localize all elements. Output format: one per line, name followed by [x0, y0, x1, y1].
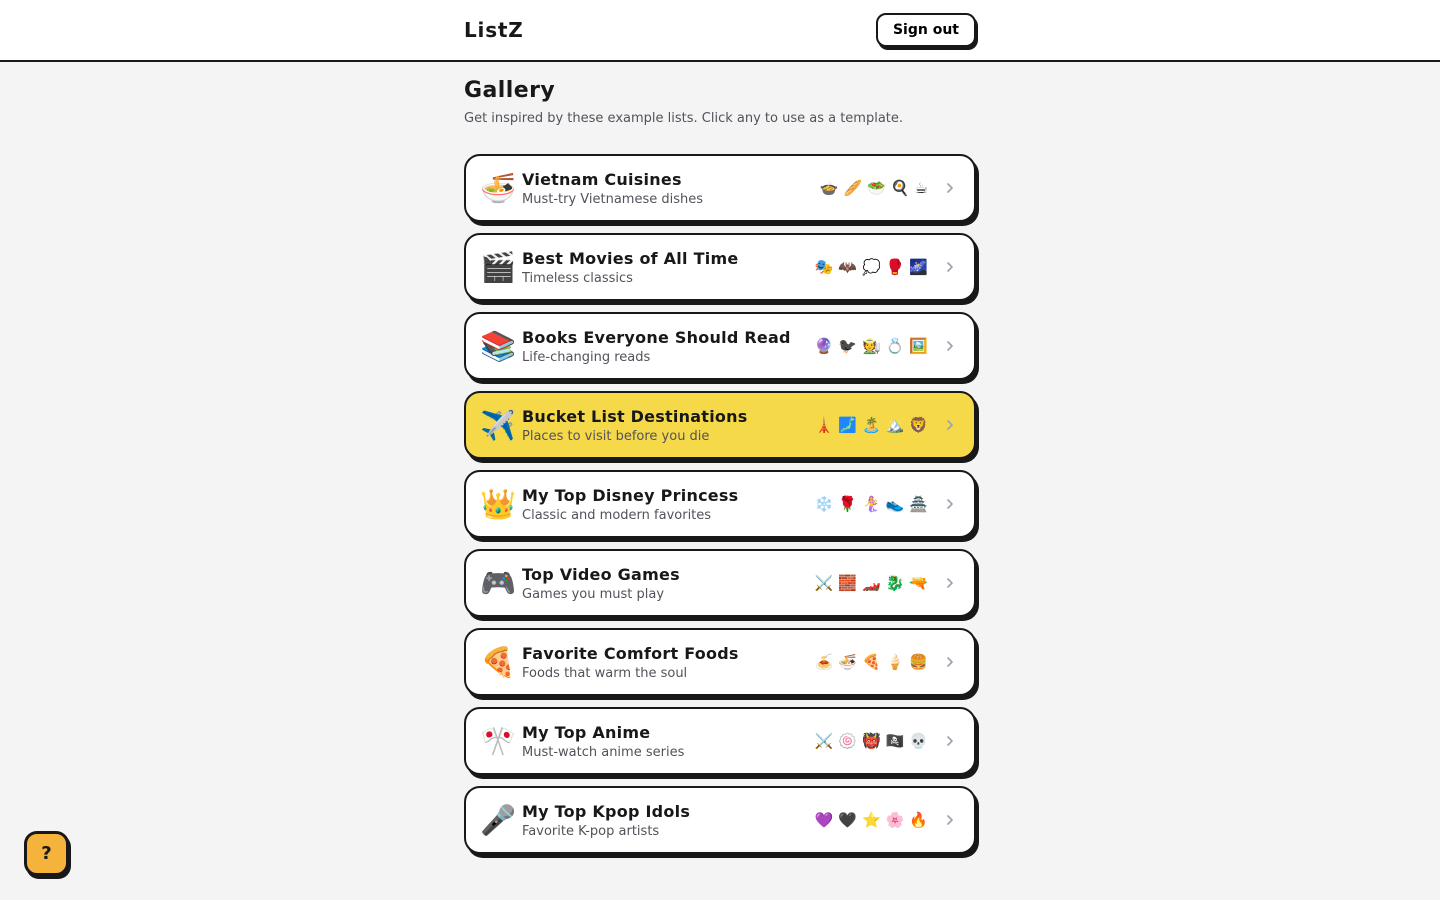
mini-emoji: 🖤 [838, 810, 857, 829]
card-emoji-preview [814, 415, 928, 434]
mini-emoji: 🏝️ [861, 415, 881, 434]
card-subtitle: Foods that warm the soul [522, 665, 688, 681]
chevron-right-icon [942, 259, 958, 275]
card-title: Vietnam Cuisines [522, 169, 682, 189]
mini-emoji: 🐉 [885, 573, 905, 592]
mini-emoji: 🍜 [838, 652, 857, 671]
card-text [522, 565, 680, 602]
mini-emoji: 💜 [814, 810, 834, 829]
help-button[interactable]: ? [24, 831, 69, 876]
card-right [815, 338, 958, 354]
card-list [464, 154, 976, 854]
card-text [522, 407, 748, 444]
mini-emoji: 💭 [861, 257, 881, 276]
sign-out-button[interactable]: Sign out [876, 13, 976, 47]
chevron-right-icon [942, 733, 958, 749]
mini-emoji: 🥖 [843, 178, 863, 197]
mini-emoji: 🏴‍☠️ [885, 731, 905, 750]
chevron-right-icon [942, 654, 958, 670]
mini-emoji: ⚔️ [814, 573, 834, 592]
mini-emoji: 🔫 [909, 573, 928, 592]
mini-emoji: 🍔 [909, 652, 928, 671]
card-right [815, 259, 958, 275]
card-text [522, 249, 738, 286]
mini-emoji: 🎭 [814, 257, 834, 276]
gallery-page [464, 62, 976, 854]
header-inner [464, 13, 976, 47]
card-subtitle: Classic and modern favorites [522, 507, 712, 523]
card-right [815, 496, 958, 512]
app-title: ListZ [464, 18, 524, 42]
chevron-right-icon [942, 812, 958, 828]
card-emoji-preview [819, 178, 928, 197]
card-emoji-preview [814, 573, 928, 592]
card-right [815, 812, 958, 828]
card-emoji-preview [814, 652, 928, 671]
mini-emoji: 🗾 [838, 415, 857, 434]
card-title: Books Everyone Should Read [522, 327, 791, 347]
card-subtitle: Must-try Vietnamese dishes [522, 191, 704, 207]
mini-emoji: 🖼️ [909, 336, 928, 355]
card-right [815, 417, 958, 433]
mini-emoji: 🧱 [838, 573, 857, 592]
card-title: My Top Disney Princess [522, 485, 739, 505]
card-title: Favorite Comfort Foods [522, 643, 739, 663]
card-subtitle: Life-changing reads [522, 349, 651, 365]
card-subtitle: Must-watch anime series [522, 744, 685, 760]
list-card[interactable] [464, 549, 976, 617]
mini-emoji: 🍕 [861, 652, 881, 671]
mini-emoji: 🏔️ [885, 415, 905, 434]
mini-emoji: ⚔️ [814, 731, 834, 750]
card-text [522, 328, 791, 365]
card-title: My Top Anime [522, 722, 651, 742]
list-card[interactable] [464, 707, 976, 775]
card-title: Bucket List Destinations [522, 406, 748, 426]
mini-emoji: 👹 [861, 731, 881, 750]
mini-emoji: 🌌 [909, 257, 928, 276]
list-card[interactable] [464, 391, 976, 459]
card-title: Top Video Games [522, 564, 680, 584]
list-card[interactable] [464, 233, 976, 301]
chevron-right-icon [942, 180, 958, 196]
mini-emoji: ❄️ [814, 494, 834, 513]
card-emoji-icon: 📚 [480, 328, 517, 363]
chevron-right-icon [942, 338, 958, 354]
card-subtitle: Favorite K-pop artists [522, 823, 660, 839]
card-emoji-icon: 🎮 [480, 565, 517, 600]
card-emoji-icon: 👑 [480, 486, 517, 521]
mini-emoji: 🔥 [909, 810, 928, 829]
mini-emoji: 👟 [885, 494, 905, 513]
card-text [522, 802, 690, 839]
card-emoji-preview [814, 257, 928, 276]
mini-emoji: 🦇 [838, 257, 857, 276]
card-emoji-icon: 🎤 [480, 802, 517, 837]
mini-emoji: 🏯 [909, 494, 928, 513]
card-right [815, 733, 958, 749]
card-emoji-icon: 🍜 [480, 170, 517, 205]
mini-emoji: 🍳 [890, 178, 910, 197]
app-header [0, 0, 1440, 62]
mini-emoji: 🥊 [885, 257, 905, 276]
card-emoji-preview [814, 336, 928, 355]
mini-emoji: 🗼 [814, 415, 834, 434]
list-card[interactable] [464, 154, 976, 222]
chevron-right-icon [942, 417, 958, 433]
page-title: Gallery [464, 78, 556, 103]
mini-emoji: 🌹 [838, 494, 857, 513]
card-right [820, 180, 958, 196]
mini-emoji: 🍝 [814, 652, 834, 671]
card-subtitle: Timeless classics [522, 270, 633, 286]
mini-emoji: 🍥 [838, 731, 857, 750]
list-card[interactable] [464, 786, 976, 854]
chevron-right-icon [942, 575, 958, 591]
card-subtitle: Places to visit before you die [522, 428, 710, 444]
card-text [522, 170, 703, 207]
mini-emoji: 🔮 [814, 336, 834, 355]
mini-emoji: ⭐ [861, 810, 881, 829]
list-card[interactable] [464, 312, 976, 380]
card-title: Best Movies of All Time [522, 248, 739, 268]
card-emoji-icon: ✈️ [480, 407, 517, 442]
card-text [522, 644, 739, 681]
list-card[interactable] [464, 470, 976, 538]
card-subtitle: Games you must play [522, 586, 665, 602]
mini-emoji: 💍 [885, 336, 905, 355]
mini-emoji: 🍦 [885, 652, 905, 671]
mini-emoji: 🍲 [819, 178, 839, 197]
card-emoji-preview [814, 494, 928, 513]
card-right [815, 654, 958, 670]
card-emoji-icon: 🎬 [480, 249, 517, 284]
card-text [522, 486, 738, 523]
mini-emoji: 🌸 [885, 810, 905, 829]
list-card[interactable] [464, 628, 976, 696]
card-text [522, 723, 684, 760]
mini-emoji: 🧜‍♀️ [861, 494, 881, 513]
card-emoji-icon: 🍕 [480, 644, 517, 679]
mini-emoji: 🦁 [909, 415, 928, 434]
card-emoji-icon: 🎌 [480, 723, 517, 758]
mini-emoji: 🐦‍⬛ [838, 336, 857, 355]
mini-emoji: 🥗 [867, 178, 886, 197]
mini-emoji: 💀 [909, 731, 928, 750]
page-subtitle: Get inspired by these example lists. Click any to use as a template. [464, 111, 904, 126]
card-emoji-preview [814, 810, 928, 829]
card-right [815, 575, 958, 591]
mini-emoji: 🏎️ [861, 573, 881, 592]
mini-emoji: ☕ [914, 178, 928, 197]
card-emoji-preview [814, 731, 928, 750]
card-title: My Top Kpop Idols [522, 801, 691, 821]
chevron-right-icon [942, 496, 958, 512]
mini-emoji: 🧑‍🌾 [861, 336, 881, 355]
